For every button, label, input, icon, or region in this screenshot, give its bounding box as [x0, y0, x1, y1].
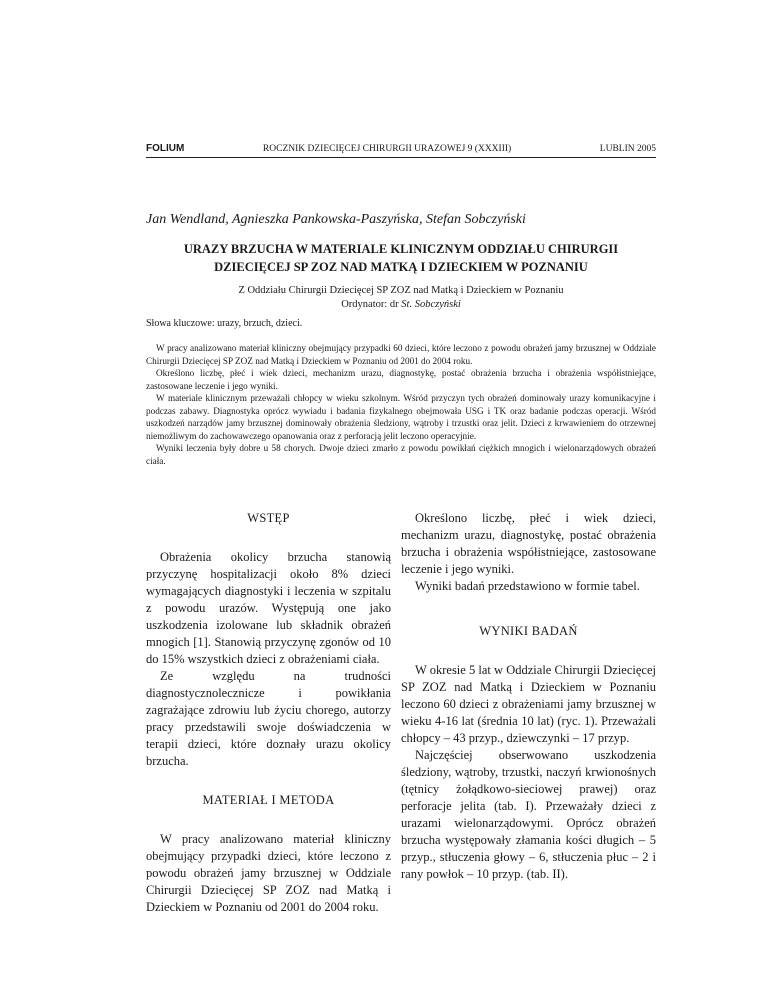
affiliation-line: Z Oddziału Chirurgii Dziecięcej SP ZOZ nad Matką i Dzieckiem w Poznaniu — [238, 285, 564, 296]
abstract-paragraph: Określono liczbę, płeć i wiek dzieci, mechanizm urazu, diagnostykę, postać obrażenia brzucha i obrażenia współistniejące, zastosowane leczenie i jego wyniki. — [146, 368, 656, 391]
article-title — [146, 240, 656, 276]
left-column — [146, 510, 391, 916]
abstract — [146, 342, 656, 467]
abstract-paragraph: W pracy analizowano materiał kliniczny obejmujący przypadki 60 dzieci, które leczono z powodu obrażeń jamy brzusznej w Oddziale Chirurgii Dziecięcej SP ZOZ nad Matką i Dzieckiem w Poznaniu od 2001 do 2004 roku. — [146, 343, 656, 366]
right-column — [401, 510, 656, 883]
department-head — [146, 298, 656, 312]
body-paragraph: W okresie 5 lat w Oddziale Chirurgii Dziecięcej SP ZOZ nad Matką i Dzieckiem w Poznaniu leczono 60 dzieci z obrażeniami jamy brzusznej w wieku 4-16 lat (średnia 10 lat) (ryc. 1). Przeważali chłopcy – 43 przyp., dziewczynki – 17 przyp. — [401, 663, 656, 745]
body-paragraph: W pracy analizowano materiał kliniczny obejmujący przypadki dzieci, które leczono z powodu obrażeń jamy brzusznej w Oddziale Chirurgii Dziecięcej SP ZOZ nad Matką i Dzieckiem w Poznaniu od 2001 do 2004 roku. — [146, 832, 391, 914]
journal-name: ROCZNIK DZIECIĘCEJ CHIRURGII URAZOWEJ 9 (XXXIII) — [262, 144, 512, 154]
section-heading-methods: MATERIAŁ I METODA — [202, 793, 335, 807]
body-paragraph: Ze względu na trudności diagnostycznolecznicze i powikłania zagrażające zdrowiu lub życiu chorego, autorzy pracy przedstawili swoje doświadczenia w terapii dzieci, które doznały urazu okolicy brzucha. — [146, 669, 391, 768]
body-paragraph: Obrażenia okolicy brzucha stanowią przyczynę hospitalizacji około 8% dzieci wymagających diagnostyki i leczenia w szpitalu z powodu urazów. Występują one jako uszkodzenia izolowane lub składnik obrażeń mnogich [1]. Stanowią przyczynę zgonów od 10 do 15% wszystkich dzieci z obrażeniami ciała. — [146, 550, 391, 666]
section-heading-results: WYNIKI BADAŃ — [479, 624, 578, 638]
title-line-1: URAZY BRZUCHA W MATERIALE KLINICZNYM ODDZIAŁU CHIRURGII — [183, 242, 619, 256]
body-paragraph: Wyniki badań przedstawiono w formie tabel. — [415, 579, 640, 593]
body-paragraph: Najczęściej obserwowano uszkodzenia śledziony, wątroby, trzustki, naczyń krwionośnych (tętnicy żołądkowo-sieciowej prawej) oraz perforacje jelita (tab. I). Przeważały dzieci z urazami wielonarządowymi. Oprócz obrażeń brzucha występowały złamania kości długich – 5 przyp., stłuczenia głowy – 6, stłuczenia płuc – 2 i rany powłok – 10 przyp. (tab. II). — [401, 748, 656, 881]
running-header — [146, 143, 656, 158]
abstract-paragraph: W materiale klinicznym przeważali chłopcy w wieku szkolnym. Wśród przyczyn tych obrażeń dominowały urazy komunikacyjne i podczas zabawy. Diagnostyka oprócz wywiadu i badania fizykalnego obejmowała USG i TK oraz badanie podczas operacji. Wśród uszkodzeń narządów jamy brzusznej dominowały obrażenia śledziony, wątroby i trzustki oraz jelit. Dzieci z krwawieniem do otrzewnej niemożliwym do zachowawczego opanowania oraz z perforacją jelit leczono operacyjnie. — [146, 393, 656, 441]
authors: Jan Wendland, Agnieszka Pankowska-Paszyńska, Stefan Sobczyński — [146, 212, 526, 227]
head-name: St. Sobczyński — [401, 299, 461, 311]
affiliation — [146, 284, 656, 312]
section-heading-introduction: WSTĘP — [247, 511, 290, 525]
title-line-2: DZIECIĘCEJ SP ZOZ NAD MATKĄ I DZIECKIEM W POZNANIU — [214, 260, 588, 275]
keywords: Słowa kluczowe: urazy, brzuch, dzieci. — [146, 318, 303, 329]
body-paragraph: Określono liczbę, płeć i wiek dzieci, mechanizm urazu, diagnostykę, postać obrażenia brzucha i obrażenia współistniejące, zastosowane leczenie i jego wyniki. — [401, 511, 656, 576]
head-prefix: Ordynator: dr — [341, 299, 402, 311]
abstract-paragraph: Wyniki leczenia były dobre u 58 chorych. Dwoje dzieci zmarło z powodu powikłań ciężkich mnogich i wielonarządowych obrażeń ciała. — [146, 443, 656, 466]
place-year: LUBLIN 2005 — [599, 144, 656, 154]
folium-label: FOLIUM — [146, 143, 185, 154]
